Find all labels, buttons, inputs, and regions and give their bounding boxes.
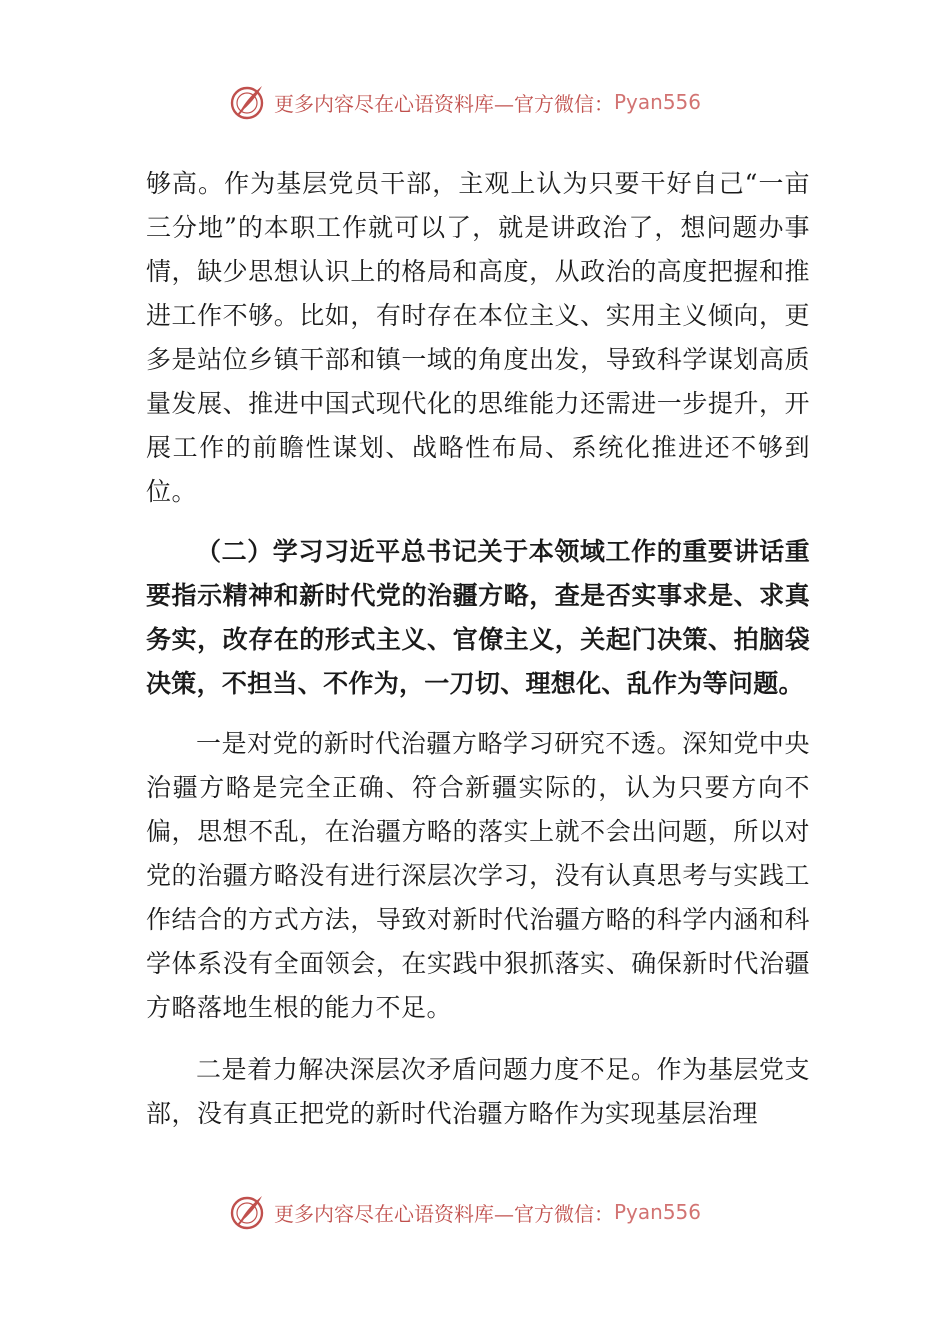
feather-pen-circle-logo-icon xyxy=(228,82,268,122)
header-watermark xyxy=(228,80,701,124)
watermark-contact: Pyan556 xyxy=(614,90,702,114)
watermark-text: 更多内容尽在心语资料库—官方微信： xyxy=(274,91,614,116)
feather-pen-circle-logo-icon xyxy=(228,1192,268,1232)
paragraph-point-two: 二是着力解决深层次矛盾问题力度不足。作为基层党支部，没有真正把党的新时代治疆方略作为实现基层治理 xyxy=(146,1055,810,1128)
footer-watermark xyxy=(228,1190,701,1234)
document-body xyxy=(146,162,810,1136)
watermark-contact: Pyan556 xyxy=(614,1200,702,1224)
watermark-text: 更多内容尽在心语资料库—官方微信： xyxy=(274,1201,614,1226)
paragraph-point-one: 一是对党的新时代治疆方略学习研究不透。深知党中央治疆方略是完全正确、符合新疆实际的，认为只要方向不偏，思想不乱，在治疆方略的落实上就不会出问题，所以对党的治疆方略没有进行深层次学习，没有认真思考与实践工作结合的方式方法，导致对新时代治疆方略的科学内涵和科学体系没有全面领会，在实践中狠抓落实、确保新时代治疆方略落地生根的能力不足。 xyxy=(146,729,810,1022)
paragraph-continuation: 够高。作为基层党员干部，主观上认为只要干好自己“一亩三分地”的本职工作就可以了，就是讲政治了，想问题办事情，缺少思想认识上的格局和高度，从政治的高度把握和推进工作不够。比如，有时存在本位主义、实用主义倾向，更多是站位乡镇干部和镇一域的角度出发，导致科学谋划高质量发展、推进中国式现代化的思维能力还需进一步提升，开展工作的前瞻性谋划、战略性布局、系统化推进还不够到位。 xyxy=(146,169,810,506)
section-heading: （二）学习习近平总书记关于本领域工作的重要讲话重要指示精神和新时代党的治疆方略，查是否实事求是、求真务实，改存在的形式主义、官僚主义，关起门决策、拍脑袋决策，不担当、不作为，一刀切、理想化、乱作为等问题。 xyxy=(146,537,810,698)
